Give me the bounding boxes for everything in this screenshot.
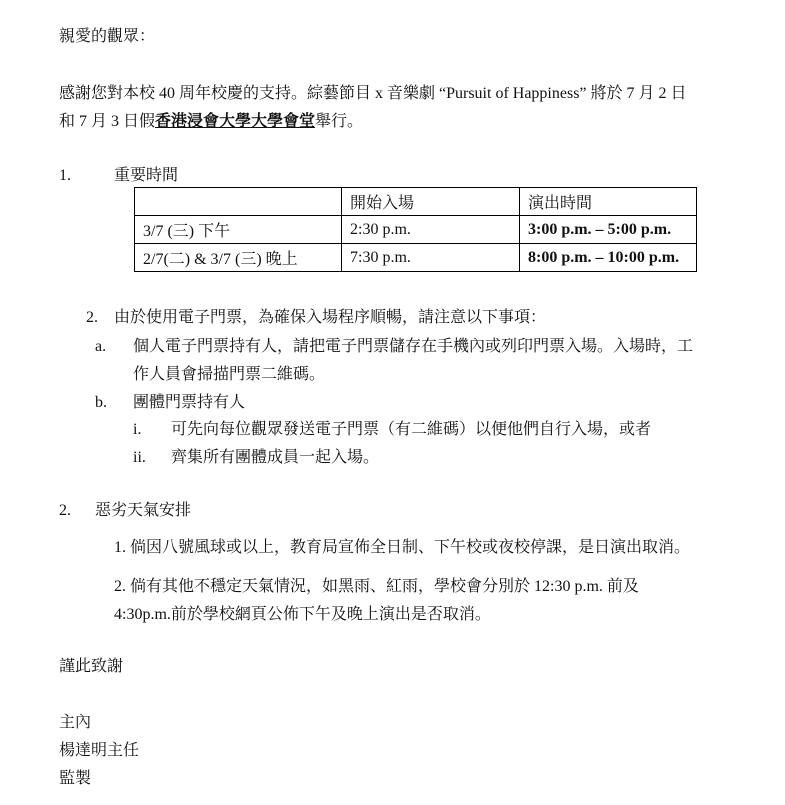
section-2-number: 2. xyxy=(59,502,71,519)
item-ii-marker: ii. xyxy=(133,449,146,466)
table-cell-entry-time: 7:30 p.m. xyxy=(342,244,520,272)
intro-line-2-pre: 和 7 月 3 日假 xyxy=(59,113,156,130)
item-b-marker: b. xyxy=(95,394,107,411)
table-cell-session: 3/7 (三) 下午 xyxy=(135,216,342,244)
item-a-line-2: 作人員會掃描門票二維碼。 xyxy=(133,366,326,383)
weather-item-1: 1. 倘因八號風球或以上，教育局宣佈全日制、下午校或夜校停課，是日演出取消。 xyxy=(114,539,691,556)
signature-role: 主內 xyxy=(59,714,92,731)
signature-sign: 監製 xyxy=(59,770,92,787)
table-cell-show-time: 3:00 p.m. – 5:00 p.m. xyxy=(520,216,697,244)
eticket-number: 2. xyxy=(86,309,98,326)
intro-line-2 xyxy=(59,112,363,132)
table-header-cell: 開始入場 xyxy=(342,188,520,216)
eticket-text: 由於使用電子門票，為確保入場程序順暢，請注意以下事項： xyxy=(114,309,547,326)
intro-line-2-post: 舉行。 xyxy=(315,113,364,130)
table-header-row xyxy=(135,188,697,216)
weather-item-2-line-1: 2. 倘有其他不穩定天氣情況，如黑雨、紅雨，學校會分別於 12:30 p.m. 前及 xyxy=(114,578,639,595)
venue-name: 香港浸會大學大學會堂 xyxy=(155,113,316,130)
item-a-line-1: 個人電子門票持有人，請把電子門票儲存在手機內或列印門票入場。入場時，工 xyxy=(133,338,694,355)
item-ii-text: 齊集所有團體成員一起入場。 xyxy=(171,449,380,466)
item-a-marker: a. xyxy=(95,338,107,355)
intro-line-1: 感謝您對本校 40 周年校慶的支持。綜藝節目 x 音樂劇 “Pursuit of Happiness” 將於 7 月 2 日 xyxy=(59,85,687,102)
closing: 謹此致謝 xyxy=(59,658,124,675)
table-cell-session: 2/7(二) & 3/7 (三) 晚上 xyxy=(135,244,342,272)
table-cell-show-time: 8:00 p.m. – 10:00 p.m. xyxy=(520,244,697,272)
table-header-cell: 演出時間 xyxy=(520,188,697,216)
table-cell-entry-time: 2:30 p.m. xyxy=(342,216,520,244)
table-row xyxy=(135,244,697,272)
schedule-table xyxy=(134,187,697,272)
signature-name: 楊達明主任 xyxy=(59,742,140,759)
section-1-title: 重要時間 xyxy=(114,167,179,184)
table-header-cell xyxy=(135,188,342,216)
section-2-title: 惡劣天氣安排 xyxy=(95,502,192,519)
weather-item-2-line-2: 4:30p.m.前於學校網頁公佈下午及晚上演出是否取消。 xyxy=(114,606,491,623)
table-row xyxy=(135,216,697,244)
section-1-number: 1. xyxy=(59,167,71,184)
item-b-text: 團體門票持有人 xyxy=(133,394,246,411)
greeting: 親愛的觀眾： xyxy=(59,28,156,45)
item-i-marker: i. xyxy=(133,421,142,438)
item-i-text: 可先向每位觀眾發送電子門票（有二維碼）以便他們自行入場，或者 xyxy=(171,421,652,438)
